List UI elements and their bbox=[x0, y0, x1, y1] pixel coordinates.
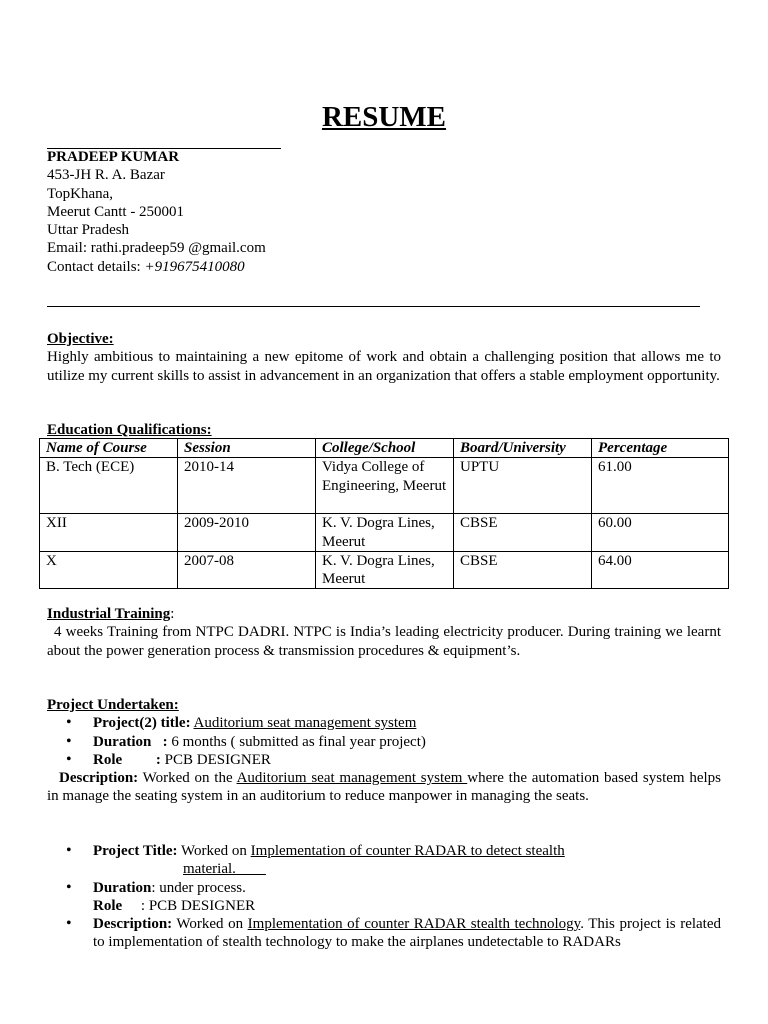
col-header: Name of Course bbox=[40, 439, 178, 458]
table-cell: 2007-08 bbox=[178, 551, 316, 589]
phone-label: Contact details: bbox=[47, 258, 145, 275]
col-header: College/School bbox=[316, 439, 454, 458]
project-2-desc-pre: Worked on bbox=[172, 916, 248, 933]
project-2-duration-label: Duration bbox=[93, 879, 152, 896]
list-item bbox=[47, 842, 721, 860]
table-cell: B. Tech (ECE) bbox=[40, 458, 178, 514]
project-2-details bbox=[47, 879, 721, 897]
education-heading: Education Qualifications: bbox=[47, 422, 212, 438]
project-2-list bbox=[47, 842, 721, 860]
project-1-title: Auditorium seat management system bbox=[193, 715, 417, 732]
col-header: Session bbox=[178, 439, 316, 458]
candidate-name: PRADEEP KUMAR bbox=[47, 149, 180, 165]
table-row bbox=[40, 458, 729, 514]
col-header: Percentage bbox=[592, 439, 729, 458]
project-2-desc-link: Implementation of counter RADAR stealth technology bbox=[247, 916, 581, 933]
project-2-title-cont bbox=[47, 860, 721, 878]
projects-section bbox=[47, 696, 721, 806]
contact-block bbox=[47, 148, 721, 276]
project-1-description bbox=[47, 769, 721, 806]
education-table-header bbox=[40, 439, 729, 458]
table-cell: K. V. Dogra Lines, Meerut bbox=[316, 551, 454, 589]
address-line-1: 453-JH R. A. Bazar bbox=[47, 167, 165, 184]
project-1-role: PCB DESIGNER bbox=[160, 751, 271, 768]
col-header: Board/University bbox=[454, 439, 592, 458]
phone-value: +919675410080 bbox=[144, 258, 245, 275]
email-line bbox=[47, 239, 721, 257]
project-1-list bbox=[47, 714, 721, 769]
project-2-title-label: Project Title: bbox=[93, 843, 178, 859]
training-text-content: 4 weeks Training from NTPC DADRI. NTPC is India’s leading electricity producer. During training we learnt about the power generation process & transmission procedures & equipment’s. bbox=[47, 624, 721, 659]
project-2-role-label: Role bbox=[93, 897, 123, 914]
list-item bbox=[47, 751, 721, 769]
table-row bbox=[40, 514, 729, 552]
project-2-title-cont-text: material. bbox=[183, 861, 266, 878]
training-colon: : bbox=[170, 606, 175, 622]
table-cell: 64.00 bbox=[592, 551, 729, 589]
table-cell: CBSE bbox=[454, 514, 592, 552]
table-cell: UPTU bbox=[454, 458, 592, 514]
projects-heading: Project Undertaken: bbox=[47, 697, 179, 713]
education-heading-row bbox=[47, 421, 721, 439]
address-line-3: Meerut Cantt - 250001 bbox=[47, 203, 185, 220]
table-cell: XII bbox=[40, 514, 178, 552]
objective-text: Highly ambitious to maintaining a new epitome of work and obtain a challenging position that allows me to utilize my current skills to assist in advancement in an organization that offers a stable employment opportunity. bbox=[47, 349, 721, 384]
table-cell: K. V. Dogra Lines, Meerut bbox=[316, 514, 454, 552]
project-1-title-label: Project(2) title: bbox=[93, 715, 191, 732]
project-2-desc-list bbox=[47, 915, 721, 952]
resume-title: RESUME bbox=[321, 101, 447, 133]
training-heading: Industrial Training bbox=[47, 606, 171, 622]
objective-section bbox=[47, 330, 721, 385]
project-2-title: Implementation of counter RADAR to detect stealth bbox=[250, 843, 565, 859]
objective-heading: Objective: bbox=[47, 331, 114, 347]
list-item bbox=[47, 714, 721, 732]
email-label: Email: bbox=[47, 240, 91, 257]
project-2-desc-label: Description: bbox=[93, 916, 173, 933]
project-1-desc-post: where the automation based system helps in manage the seating system in an auditorium to reduce manpower in managing the seats. bbox=[47, 770, 722, 805]
project-2-desc-post: . This project is related to implementation of stealth technology to make the airplanes undetectable to RADARs bbox=[93, 916, 722, 951]
project-2-section bbox=[47, 842, 721, 952]
section-divider bbox=[47, 306, 700, 307]
training-section bbox=[47, 605, 721, 660]
table-cell: X bbox=[40, 551, 178, 589]
phone-line bbox=[47, 258, 721, 276]
training-heading-line bbox=[47, 605, 721, 623]
table-cell: 61.00 bbox=[592, 458, 729, 514]
address-line-4: Uttar Pradesh bbox=[47, 222, 130, 239]
project-2-title-pre: Worked on bbox=[177, 843, 251, 859]
training-text bbox=[47, 623, 721, 660]
table-cell: Vidya College of Engineering, Meerut bbox=[316, 458, 454, 514]
table-cell: 60.00 bbox=[592, 514, 729, 552]
table-cell: 2009-2010 bbox=[178, 514, 316, 552]
project-1-desc-label: Description: bbox=[59, 770, 139, 787]
list-item bbox=[47, 915, 721, 952]
list-item bbox=[47, 879, 721, 897]
email-value[interactable]: rathi.pradeep59 @gmail.com bbox=[90, 240, 266, 257]
table-row bbox=[40, 551, 729, 589]
project-1-desc-pre: Worked on the bbox=[138, 770, 237, 787]
project-2-duration: : under process. bbox=[151, 879, 246, 896]
project-1-duration-label: Duration : bbox=[93, 733, 168, 750]
education-table bbox=[39, 438, 729, 589]
address-line-2: TopKhana, bbox=[47, 185, 114, 202]
list-item bbox=[47, 733, 721, 751]
project-1-duration: 6 months ( submitted as final year project) bbox=[167, 733, 426, 750]
project-2-role: : PCB DESIGNER bbox=[122, 897, 256, 914]
table-cell: CBSE bbox=[454, 551, 592, 589]
project-1-desc-link: Auditorium seat management system bbox=[236, 770, 468, 787]
project-1-role-label: Role : bbox=[93, 751, 161, 768]
table-cell: 2010-14 bbox=[178, 458, 316, 514]
project-2-role-line bbox=[47, 897, 721, 915]
